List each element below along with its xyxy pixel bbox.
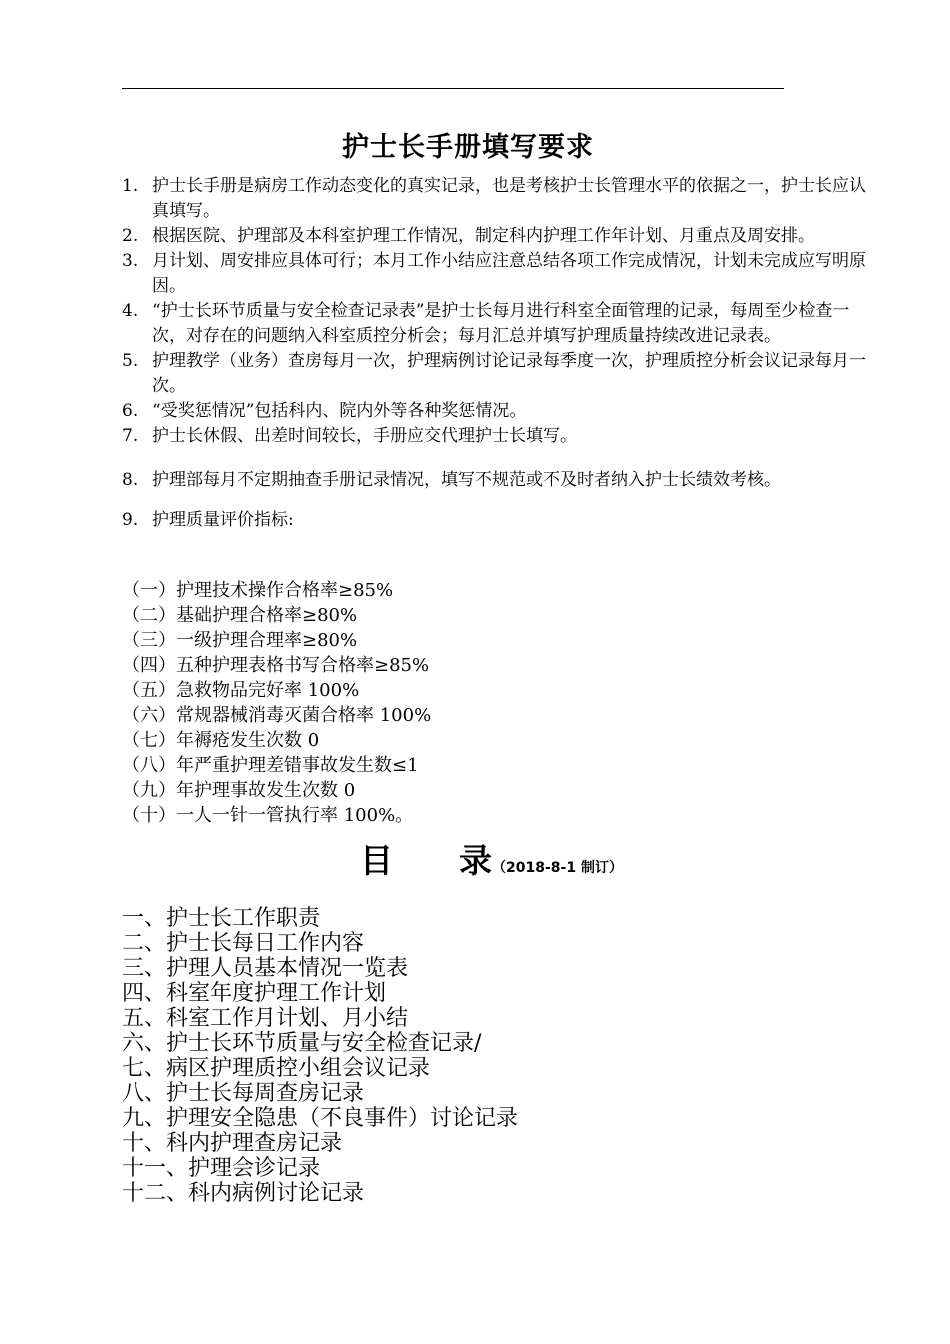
quality-indicator: （七）年褥疮发生次数 0 (122, 730, 320, 751)
toc-item[interactable]: 三、护理人员基本情况一览表 (122, 956, 409, 981)
toc-item[interactable]: 十一、护理会诊记录 (122, 1156, 321, 1181)
quality-indicators-list (122, 578, 722, 828)
toc-item[interactable]: 一、护士长工作职责 (122, 906, 321, 931)
toc-item[interactable]: 六、护士长环节质量与安全检查记录/ (122, 1031, 482, 1056)
requirement-number: 6. (122, 401, 139, 421)
requirement-item (122, 399, 882, 424)
document-title: 护士长手册填写要求 (342, 132, 594, 163)
requirement-item (122, 424, 882, 449)
requirement-text: 根据医院、护理部及本科室护理工作情况，制定科内护理工作年计划、月重点及周安排。 (152, 226, 815, 246)
toc-item[interactable]: 二、护士长每日工作内容 (122, 931, 365, 956)
requirement-text: 护士长休假、出差时间较长，手册应交代理护士长填写。 (152, 426, 577, 446)
requirement-number: 7. (122, 426, 139, 446)
requirement-text: 护理质量评价指标: (152, 510, 294, 530)
requirement-item (122, 468, 882, 493)
quality-indicator: （三）一级护理合理率≥80% (122, 630, 358, 651)
toc-item[interactable]: 八、护士长每周查房记录 (122, 1081, 365, 1106)
quality-indicator: （一）护理技术操作合格率≥85% (122, 580, 394, 601)
requirement-item (122, 349, 882, 399)
toc-item[interactable]: 五、科室工作月计划、月小结 (122, 1006, 409, 1031)
quality-indicator: （八）年严重护理差错事故发生数≤1 (122, 755, 419, 776)
requirement-number: 9. (122, 510, 139, 530)
requirement-text: 护士长手册是病房工作动态变化的真实记录，也是考核护士长管理水平的依据之一，护士长应认真填写。 (152, 176, 866, 221)
requirement-text: “护士长环节质量与安全检查记录表”是护士长每月进行科室全面管理的记录，每周至少检查一次，对存在的问题纳入科室质控分析会；每月汇总并填写护理质量持续改进记录表。 (152, 301, 850, 346)
toc-item[interactable]: 四、科室年度护理工作计划 (122, 981, 387, 1006)
requirement-number: 2. (122, 226, 139, 246)
quality-indicator: （六）常规器械消毒灭菌合格率 100% (122, 705, 432, 726)
requirement-item (122, 249, 882, 299)
requirement-item (122, 508, 882, 533)
requirement-text: 护理教学（业务）查房每月一次，护理病例讨论记录每季度一次，护理质控分析会议记录每月一次。 (152, 351, 866, 396)
toc-item[interactable]: 七、病区护理质控小组会议记录 (122, 1056, 431, 1081)
requirement-text: 护理部每月不定期抽查手册记录情况，填写不规范或不及时者纳入护士长绩效考核。 (152, 470, 781, 490)
requirement-number: 8. (122, 470, 139, 490)
requirements-list (122, 174, 882, 533)
quality-indicator: （四）五种护理表格书写合格率≥85% (122, 655, 430, 676)
requirement-number: 5. (122, 351, 139, 371)
quality-indicator: （五）急救物品完好率 100% (122, 680, 360, 701)
requirement-item (122, 224, 882, 249)
toc-heading-char-2: 录 (459, 841, 492, 880)
quality-indicator: （十）一人一针一管执行率 100%。 (122, 805, 414, 826)
requirement-item (122, 299, 882, 349)
requirement-number: 1. (122, 176, 139, 196)
toc-revision-note: （2018-8-1 制订） (492, 860, 623, 876)
requirement-text: “受奖惩情况”包括科内、院内外等各种奖惩情况。 (152, 401, 527, 421)
requirement-item (122, 174, 882, 224)
quality-indicator: （九）年护理事故发生次数 0 (122, 780, 356, 801)
requirement-text: 月计划、周安排应具体可行；本月工作小结应注意总结各项工作完成情况，计划未完成应写明原因。 (152, 251, 866, 296)
toc-item[interactable]: 十二、科内病例讨论记录 (122, 1181, 365, 1206)
table-of-contents (122, 906, 822, 1206)
toc-item[interactable]: 九、护理安全隐患（不良事件）讨论记录 (122, 1106, 519, 1131)
toc-item[interactable]: 十、科内护理查房记录 (122, 1131, 343, 1156)
quality-indicator: （二）基础护理合格率≥80% (122, 605, 358, 626)
requirement-number: 3. (122, 251, 139, 271)
requirement-number: 4. (122, 301, 139, 321)
toc-heading-char-1: 目 (360, 841, 393, 880)
header-rule (122, 88, 784, 89)
toc-heading (360, 836, 623, 886)
